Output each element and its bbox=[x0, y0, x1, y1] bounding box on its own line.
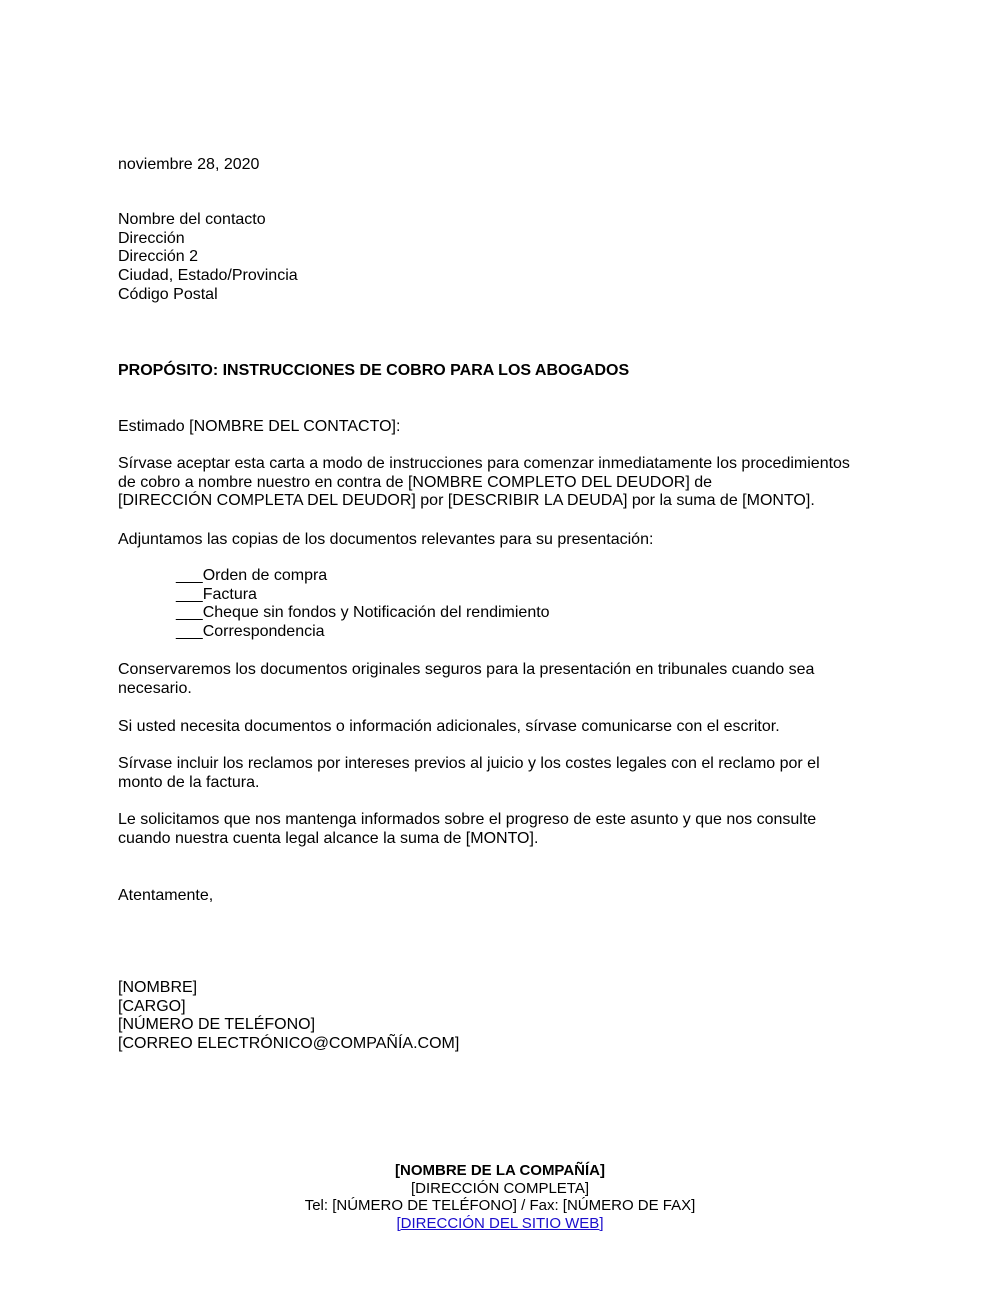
paragraph-contact-writer: Si usted necesita documentos o información adicionales, sírvase comunicarse con el escritor. bbox=[118, 718, 780, 735]
paragraph-line: monto de la factura. bbox=[118, 773, 260, 791]
signature-title: [CARGO] bbox=[118, 997, 186, 1015]
recipient-address-line1: Dirección bbox=[118, 229, 185, 247]
signature-block bbox=[118, 979, 459, 1054]
company-footer bbox=[0, 1162, 1000, 1232]
document-checklist bbox=[176, 567, 550, 642]
paragraph-originals bbox=[118, 661, 814, 698]
recipient-city-state: Ciudad, Estado/Provincia bbox=[118, 267, 298, 285]
paragraph-line: Le solicitamos que nos mantenga informados sobre el progreso de este asunto y que nos consulte bbox=[118, 811, 817, 828]
footer-address: [DIRECCIÓN COMPLETA] bbox=[410, 1179, 590, 1197]
recipient-name: Nombre del contacto bbox=[118, 211, 266, 228]
checklist-item: ___Correspondencia bbox=[176, 623, 325, 641]
letter-closing: Atentamente, bbox=[118, 887, 214, 904]
recipient-address bbox=[118, 211, 298, 305]
paragraph-line: Conservaremos los documentos originales seguros para la presentación en tribunales cuando sea bbox=[118, 661, 815, 678]
footer-website-link[interactable]: [DIRECCIÓN DEL SITIO WEB] bbox=[396, 1214, 604, 1232]
letter-salutation: Estimado [NOMBRE DEL CONTACTO]: bbox=[118, 418, 401, 435]
paragraph-instructions bbox=[118, 455, 850, 511]
recipient-address-line2: Dirección 2 bbox=[118, 248, 199, 266]
letter-subject: PROPÓSITO: INSTRUCCIONES DE COBRO PARA LOS ABOGADOS bbox=[118, 362, 630, 379]
checklist-item: ___Factura bbox=[176, 585, 257, 603]
paragraph-line: de cobro a nombre nuestro en contra de [NOMBRE COMPLETO DEL DEUDOR] de bbox=[118, 473, 713, 491]
paragraph-line: cuando nuestra cuenta legal alcance la suma de [MONTO]. bbox=[118, 829, 539, 847]
footer-contact: Tel: [NÚMERO DE TELÉFONO] / Fax: [NÚMERO DE FAX] bbox=[304, 1197, 696, 1214]
letter-date: noviembre 28, 2020 bbox=[118, 156, 260, 173]
paragraph-line: [DIRECCIÓN COMPLETA DEL DEUDOR] por [DESCRIBIR LA DEUDA] por la suma de [MONTO]. bbox=[118, 492, 815, 510]
paragraph-progress bbox=[118, 811, 816, 848]
paragraph-attachments: Adjuntamos las copias de los documentos relevantes para su presentación: bbox=[118, 531, 654, 548]
paragraph-line: Sírvase incluir los reclamos por intereses previos al juicio y los costes legales con el reclamo por el bbox=[118, 755, 820, 772]
paragraph-line: necesario. bbox=[118, 679, 192, 697]
signature-name: [NOMBRE] bbox=[118, 979, 198, 996]
signature-email: [CORREO ELECTRÓNICO@COMPAÑÍA.COM] bbox=[118, 1035, 460, 1053]
checklist-item: ___Cheque sin fondos y Notificación del rendimiento bbox=[176, 604, 550, 622]
paragraph-claims bbox=[118, 755, 820, 792]
paragraph-line: Sírvase aceptar esta carta a modo de instrucciones para comenzar inmediatamente los procedimientos bbox=[118, 455, 850, 472]
checklist-item: ___Orden de compra bbox=[176, 567, 328, 584]
footer-company-name: [NOMBRE DE LA COMPAÑÍA] bbox=[395, 1162, 605, 1179]
signature-phone: [NÚMERO DE TELÉFONO] bbox=[118, 1016, 316, 1034]
recipient-postal-code: Código Postal bbox=[118, 285, 218, 303]
